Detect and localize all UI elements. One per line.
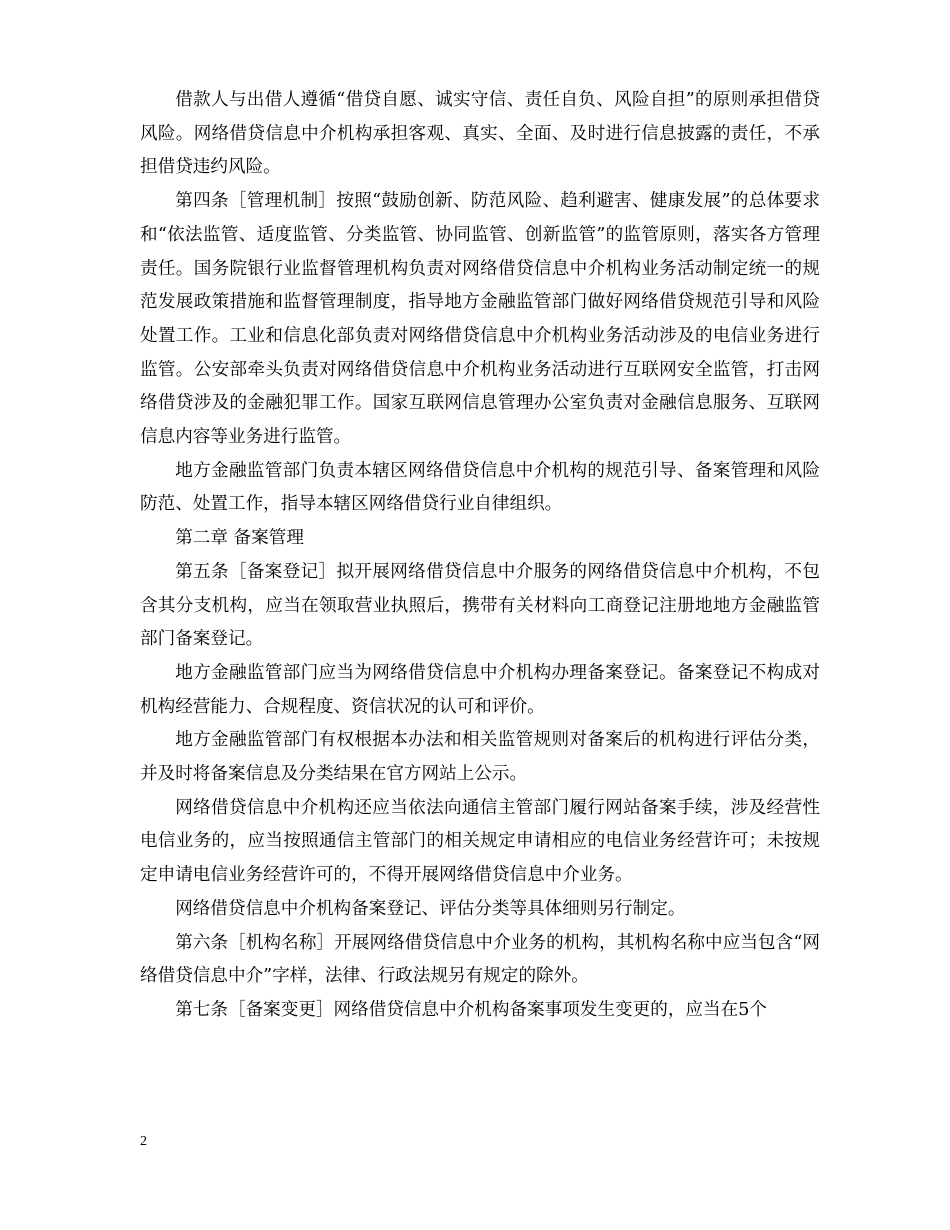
paragraph-article-5: 第五条［备案登记］拟开展网络借贷信息中介服务的网络借贷信息中介机构，不包含其分支机构，应当在领取营业执照后，携带有关材料向工商登记注册地地方金融监管部门备案登记。 xyxy=(140,561,820,650)
paragraph-local-regulator: 地方金融监管部门负责本辖区网络借贷信息中介机构的规范引导、备案管理和风险防范、处置工作，指导本辖区网络借贷行业自律组织。 xyxy=(140,460,820,515)
paragraph-evaluation: 地方金融监管部门有权根据本办法和相关监管规则对备案后的机构进行评估分类，并及时将备案信息及分类结果在官方网站上公示。 xyxy=(140,730,820,785)
paragraph-risk-bearing: 借款人与出借人遵循“借贷自愿、诚实守信、责任自负、风险自担”的原则承担借贷风险。网络借贷信息中介机构承担客观、真实、全面、及时进行信息披露的责任，不承担借贷违约风险。 xyxy=(140,90,820,178)
body-text xyxy=(140,84,820,1028)
paragraph-detailed-rules: 网络借贷信息中介机构备案登记、评估分类等具体细则另行制定。 xyxy=(175,898,686,919)
paragraph-article-6: 第六条［机构名称］开展网络借贷信息中介业务的机构，其机构名称中应当包含“网络借贷信息中介”字样，法律、行政法规另有规定的除外。 xyxy=(140,932,820,987)
chapter-heading: 第二章 备案管理 xyxy=(175,528,304,549)
page-number: 2 xyxy=(140,1134,147,1149)
paragraph-telecom-license: 网络借贷信息中介机构还应当依法向通信主管部门履行网站备案手续，涉及经营性电信业务的，应当按照通信主管部门的相关规定申请相应的电信业务经营许可；未按规定申请电信业务经营许可的，不得开展网络借贷信息中介业务。 xyxy=(140,797,820,886)
paragraph-filing-registration: 地方金融监管部门应当为网络借贷信息中介机构办理备案登记。备案登记不构成对机构经营能力、合规程度、资信状况的认可和评价。 xyxy=(140,662,820,717)
paragraph-article-7: 第七条［备案变更］网络借贷信息中介机构备案事项发生变更的，应当在5个 xyxy=(175,999,767,1020)
paragraph-article-4: 第四条［管理机制］按照“鼓励创新、防范风险、趋利避害、健康发展”的总体要求和“依法监管、适度监管、分类监管、协同监管、创新监管”的监管原则，落实各方管理责任。国务院银行业监督管理机构负责对网络借贷信息中介机构业务活动制定统一的规范发展政策措施和监督管理制度，指导地方金融监管部门做好网络借贷规范引导和风险处置工作。工业和信息化部负责对网络借贷信息中介机构业务活动涉及的电信业务进行监管。公安部牵头负责对网络借贷信息中介机构业务活动进行互联网安全监管，打击网络借贷涉及的金融犯罪工作。国家互联网信息管理办公室负责对金融信息服务、互联网信息内容等业务进行监管。 xyxy=(140,191,820,448)
